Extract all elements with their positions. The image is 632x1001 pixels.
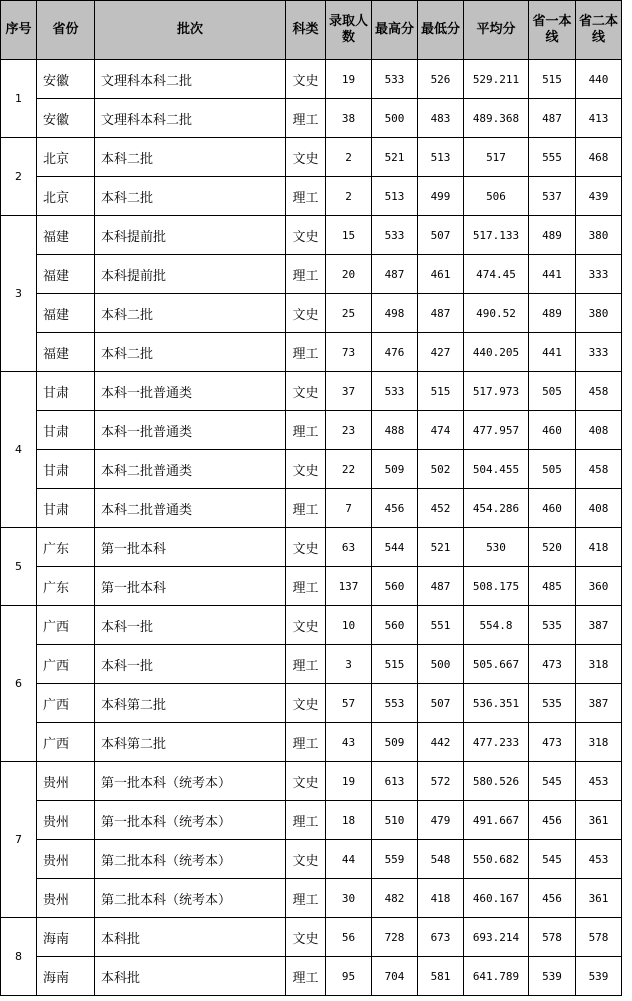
tier1-line-cell: 441 — [529, 333, 576, 372]
tier1-line-cell: 441 — [529, 255, 576, 294]
average-score-cell: 505.667 — [464, 645, 529, 684]
tier2-line-cell: 333 — [576, 255, 622, 294]
max-score-cell: 613 — [372, 762, 418, 801]
province-cell: 广东 — [37, 567, 95, 606]
admitted-count-cell: 3 — [326, 645, 372, 684]
tier2-line-cell: 458 — [576, 450, 622, 489]
tier1-line-cell: 578 — [529, 918, 576, 957]
admitted-count-cell: 2 — [326, 177, 372, 216]
table-row — [1, 684, 622, 723]
admitted-count-cell: 37 — [326, 372, 372, 411]
admitted-count-cell: 57 — [326, 684, 372, 723]
min-score-cell: 507 — [418, 684, 464, 723]
min-score-cell: 515 — [418, 372, 464, 411]
subject-cell: 理工 — [286, 255, 326, 294]
average-score-cell: 580.526 — [464, 762, 529, 801]
table-row — [1, 333, 622, 372]
province-cell: 安徽 — [37, 99, 95, 138]
subject-cell: 文史 — [286, 606, 326, 645]
header-index: 序号 — [1, 1, 37, 60]
province-cell: 海南 — [37, 918, 95, 957]
table-row — [1, 60, 622, 99]
tier2-line-cell: 333 — [576, 333, 622, 372]
max-score-cell: 553 — [372, 684, 418, 723]
province-cell: 广西 — [37, 684, 95, 723]
batch-cell: 本科二批 — [95, 294, 286, 333]
min-score-cell: 487 — [418, 567, 464, 606]
average-score-cell: 490.52 — [464, 294, 529, 333]
table-row — [1, 723, 622, 762]
tier1-line-cell: 460 — [529, 411, 576, 450]
subject-cell: 理工 — [286, 567, 326, 606]
max-score-cell: 476 — [372, 333, 418, 372]
tier1-line-cell: 456 — [529, 801, 576, 840]
admitted-count-cell: 43 — [326, 723, 372, 762]
admitted-count-cell: 18 — [326, 801, 372, 840]
min-score-cell: 487 — [418, 294, 464, 333]
max-score-cell: 513 — [372, 177, 418, 216]
tier2-line-cell: 408 — [576, 489, 622, 528]
max-score-cell: 510 — [372, 801, 418, 840]
max-score-cell: 488 — [372, 411, 418, 450]
max-score-cell: 521 — [372, 138, 418, 177]
tier2-line-cell: 387 — [576, 684, 622, 723]
min-score-cell: 581 — [418, 957, 464, 996]
average-score-cell: 517.973 — [464, 372, 529, 411]
min-score-cell: 452 — [418, 489, 464, 528]
admitted-count-cell: 25 — [326, 294, 372, 333]
province-cell: 甘肃 — [37, 489, 95, 528]
table-row — [1, 762, 622, 801]
batch-cell: 本科二批 — [95, 333, 286, 372]
table-row — [1, 450, 622, 489]
group-index-cell: 7 — [1, 762, 37, 918]
table-row — [1, 801, 622, 840]
max-score-cell: 456 — [372, 489, 418, 528]
table-row — [1, 372, 622, 411]
admitted-count-cell: 15 — [326, 216, 372, 255]
subject-cell: 文史 — [286, 138, 326, 177]
group-index-cell: 2 — [1, 138, 37, 216]
table-row — [1, 216, 622, 255]
batch-cell: 第二批本科（统考本） — [95, 879, 286, 918]
average-score-cell: 517 — [464, 138, 529, 177]
tier2-line-cell: 380 — [576, 294, 622, 333]
average-score-cell: 530 — [464, 528, 529, 567]
admitted-count-cell: 95 — [326, 957, 372, 996]
tier2-line-cell: 318 — [576, 723, 622, 762]
max-score-cell: 509 — [372, 450, 418, 489]
subject-cell: 文史 — [286, 216, 326, 255]
average-score-cell: 454.286 — [464, 489, 529, 528]
batch-cell: 本科一批普通类 — [95, 372, 286, 411]
admitted-count-cell: 7 — [326, 489, 372, 528]
min-score-cell: 442 — [418, 723, 464, 762]
tier2-line-cell: 408 — [576, 411, 622, 450]
batch-cell: 本科批 — [95, 957, 286, 996]
tier2-line-cell: 360 — [576, 567, 622, 606]
max-score-cell: 515 — [372, 645, 418, 684]
average-score-cell: 491.667 — [464, 801, 529, 840]
subject-cell: 文史 — [286, 840, 326, 879]
subject-cell: 文史 — [286, 60, 326, 99]
province-cell: 广西 — [37, 606, 95, 645]
admitted-count-cell: 10 — [326, 606, 372, 645]
average-score-cell: 504.455 — [464, 450, 529, 489]
table-row — [1, 840, 622, 879]
tier2-line-cell: 439 — [576, 177, 622, 216]
batch-cell: 第一批本科 — [95, 528, 286, 567]
average-score-cell: 529.211 — [464, 60, 529, 99]
table-row — [1, 645, 622, 684]
max-score-cell: 533 — [372, 216, 418, 255]
batch-cell: 文理科本科二批 — [95, 99, 286, 138]
min-score-cell: 548 — [418, 840, 464, 879]
subject-cell: 文史 — [286, 918, 326, 957]
province-cell: 安徽 — [37, 60, 95, 99]
tier1-line-cell: 537 — [529, 177, 576, 216]
table-row — [1, 489, 622, 528]
admitted-count-cell: 19 — [326, 762, 372, 801]
tier2-line-cell: 387 — [576, 606, 622, 645]
admitted-count-cell: 44 — [326, 840, 372, 879]
tier2-line-cell: 578 — [576, 918, 622, 957]
average-score-cell: 460.167 — [464, 879, 529, 918]
subject-cell: 文史 — [286, 684, 326, 723]
max-score-cell: 533 — [372, 60, 418, 99]
admitted-count-cell: 30 — [326, 879, 372, 918]
max-score-cell: 500 — [372, 99, 418, 138]
subject-cell: 理工 — [286, 411, 326, 450]
max-score-cell: 533 — [372, 372, 418, 411]
batch-cell: 本科二批 — [95, 177, 286, 216]
group-index-cell: 4 — [1, 372, 37, 528]
tier2-line-cell: 453 — [576, 762, 622, 801]
province-cell: 甘肃 — [37, 372, 95, 411]
province-cell: 海南 — [37, 957, 95, 996]
province-cell: 广西 — [37, 723, 95, 762]
tier1-line-cell: 489 — [529, 294, 576, 333]
max-score-cell: 728 — [372, 918, 418, 957]
tier1-line-cell: 473 — [529, 645, 576, 684]
table-row — [1, 255, 622, 294]
header-tier1-line: 省一本线 — [529, 1, 576, 60]
tier2-line-cell: 361 — [576, 879, 622, 918]
table-row — [1, 606, 622, 645]
table-body — [1, 60, 622, 996]
province-cell: 贵州 — [37, 801, 95, 840]
min-score-cell: 521 — [418, 528, 464, 567]
average-score-cell: 536.351 — [464, 684, 529, 723]
max-score-cell: 560 — [372, 567, 418, 606]
province-cell: 甘肃 — [37, 411, 95, 450]
average-score-cell: 474.45 — [464, 255, 529, 294]
batch-cell: 第二批本科（统考本） — [95, 840, 286, 879]
group-index-cell: 5 — [1, 528, 37, 606]
table-row — [1, 99, 622, 138]
table-row — [1, 957, 622, 996]
min-score-cell: 499 — [418, 177, 464, 216]
subject-cell: 文史 — [286, 528, 326, 567]
admitted-count-cell: 20 — [326, 255, 372, 294]
average-score-cell: 489.368 — [464, 99, 529, 138]
subject-cell: 文史 — [286, 294, 326, 333]
tier2-line-cell: 440 — [576, 60, 622, 99]
tier2-line-cell: 539 — [576, 957, 622, 996]
tier1-line-cell: 505 — [529, 450, 576, 489]
header-max-score: 最高分 — [372, 1, 418, 60]
batch-cell: 文理科本科二批 — [95, 60, 286, 99]
tier1-line-cell: 539 — [529, 957, 576, 996]
province-cell: 贵州 — [37, 879, 95, 918]
batch-cell: 本科一批 — [95, 606, 286, 645]
province-cell: 北京 — [37, 138, 95, 177]
admitted-count-cell: 22 — [326, 450, 372, 489]
tier1-line-cell: 489 — [529, 216, 576, 255]
tier1-line-cell: 545 — [529, 762, 576, 801]
tier2-line-cell: 468 — [576, 138, 622, 177]
tier2-line-cell: 453 — [576, 840, 622, 879]
header-admitted-count: 录取人数 — [326, 1, 372, 60]
header-min-score: 最低分 — [418, 1, 464, 60]
admitted-count-cell: 137 — [326, 567, 372, 606]
average-score-cell: 477.957 — [464, 411, 529, 450]
tier2-line-cell: 458 — [576, 372, 622, 411]
batch-cell: 本科批 — [95, 918, 286, 957]
min-score-cell: 502 — [418, 450, 464, 489]
min-score-cell: 572 — [418, 762, 464, 801]
tier1-line-cell: 555 — [529, 138, 576, 177]
max-score-cell: 482 — [372, 879, 418, 918]
batch-cell: 本科二批普通类 — [95, 489, 286, 528]
batch-cell: 第一批本科（统考本） — [95, 762, 286, 801]
average-score-cell: 440.205 — [464, 333, 529, 372]
batch-cell: 第一批本科（统考本） — [95, 801, 286, 840]
subject-cell: 理工 — [286, 333, 326, 372]
tier1-line-cell: 515 — [529, 60, 576, 99]
min-score-cell: 479 — [418, 801, 464, 840]
tier1-line-cell: 473 — [529, 723, 576, 762]
header-tier2-line: 省二本线 — [576, 1, 622, 60]
header-subject: 科类 — [286, 1, 326, 60]
admitted-count-cell: 38 — [326, 99, 372, 138]
province-cell: 甘肃 — [37, 450, 95, 489]
subject-cell: 理工 — [286, 723, 326, 762]
min-score-cell: 427 — [418, 333, 464, 372]
min-score-cell: 461 — [418, 255, 464, 294]
admitted-count-cell: 56 — [326, 918, 372, 957]
tier1-line-cell: 487 — [529, 99, 576, 138]
max-score-cell: 704 — [372, 957, 418, 996]
subject-cell: 理工 — [286, 957, 326, 996]
header-province: 省份 — [37, 1, 95, 60]
tier2-line-cell: 361 — [576, 801, 622, 840]
min-score-cell: 500 — [418, 645, 464, 684]
max-score-cell: 544 — [372, 528, 418, 567]
min-score-cell: 507 — [418, 216, 464, 255]
subject-cell: 理工 — [286, 879, 326, 918]
subject-cell: 理工 — [286, 99, 326, 138]
group-index-cell: 6 — [1, 606, 37, 762]
max-score-cell: 560 — [372, 606, 418, 645]
average-score-cell: 693.214 — [464, 918, 529, 957]
max-score-cell: 509 — [372, 723, 418, 762]
admitted-count-cell: 63 — [326, 528, 372, 567]
admitted-count-cell: 2 — [326, 138, 372, 177]
province-cell: 福建 — [37, 216, 95, 255]
tier1-line-cell: 460 — [529, 489, 576, 528]
min-score-cell: 673 — [418, 918, 464, 957]
province-cell: 贵州 — [37, 762, 95, 801]
min-score-cell: 474 — [418, 411, 464, 450]
admitted-count-cell: 73 — [326, 333, 372, 372]
min-score-cell: 418 — [418, 879, 464, 918]
average-score-cell: 550.682 — [464, 840, 529, 879]
max-score-cell: 559 — [372, 840, 418, 879]
average-score-cell: 506 — [464, 177, 529, 216]
tier1-line-cell: 520 — [529, 528, 576, 567]
average-score-cell: 517.133 — [464, 216, 529, 255]
subject-cell: 理工 — [286, 801, 326, 840]
group-index-cell: 1 — [1, 60, 37, 138]
batch-cell: 本科提前批 — [95, 216, 286, 255]
tier1-line-cell: 545 — [529, 840, 576, 879]
batch-cell: 本科第二批 — [95, 723, 286, 762]
subject-cell: 文史 — [286, 762, 326, 801]
batch-cell: 第一批本科 — [95, 567, 286, 606]
min-score-cell: 526 — [418, 60, 464, 99]
table-row — [1, 918, 622, 957]
min-score-cell: 513 — [418, 138, 464, 177]
subject-cell: 理工 — [286, 645, 326, 684]
tier1-line-cell: 456 — [529, 879, 576, 918]
table-row — [1, 411, 622, 450]
header-batch: 批次 — [95, 1, 286, 60]
tier2-line-cell: 413 — [576, 99, 622, 138]
subject-cell: 文史 — [286, 372, 326, 411]
batch-cell: 本科一批普通类 — [95, 411, 286, 450]
min-score-cell: 551 — [418, 606, 464, 645]
max-score-cell: 498 — [372, 294, 418, 333]
admitted-count-cell: 19 — [326, 60, 372, 99]
table-row — [1, 177, 622, 216]
batch-cell: 本科第二批 — [95, 684, 286, 723]
tier2-line-cell: 318 — [576, 645, 622, 684]
table-row — [1, 528, 622, 567]
batch-cell: 本科二批普通类 — [95, 450, 286, 489]
province-cell: 福建 — [37, 294, 95, 333]
subject-cell: 理工 — [286, 489, 326, 528]
table-row — [1, 879, 622, 918]
batch-cell: 本科二批 — [95, 138, 286, 177]
table-row — [1, 294, 622, 333]
subject-cell: 文史 — [286, 450, 326, 489]
header-average-score: 平均分 — [464, 1, 529, 60]
province-cell: 福建 — [37, 255, 95, 294]
province-cell: 广东 — [37, 528, 95, 567]
batch-cell: 本科一批 — [95, 645, 286, 684]
admitted-count-cell: 23 — [326, 411, 372, 450]
tier1-line-cell: 485 — [529, 567, 576, 606]
max-score-cell: 487 — [372, 255, 418, 294]
tier2-line-cell: 380 — [576, 216, 622, 255]
header-row — [1, 1, 622, 60]
table-row — [1, 567, 622, 606]
province-cell: 福建 — [37, 333, 95, 372]
average-score-cell: 554.8 — [464, 606, 529, 645]
average-score-cell: 641.789 — [464, 957, 529, 996]
tier2-line-cell: 418 — [576, 528, 622, 567]
batch-cell: 本科提前批 — [95, 255, 286, 294]
table-row — [1, 138, 622, 177]
province-cell: 贵州 — [37, 840, 95, 879]
tier1-line-cell: 535 — [529, 606, 576, 645]
average-score-cell: 508.175 — [464, 567, 529, 606]
tier1-line-cell: 535 — [529, 684, 576, 723]
group-index-cell: 3 — [1, 216, 37, 372]
average-score-cell: 477.233 — [464, 723, 529, 762]
group-index-cell: 8 — [1, 918, 37, 996]
min-score-cell: 483 — [418, 99, 464, 138]
subject-cell: 理工 — [286, 177, 326, 216]
province-cell: 广西 — [37, 645, 95, 684]
province-cell: 北京 — [37, 177, 95, 216]
tier1-line-cell: 505 — [529, 372, 576, 411]
